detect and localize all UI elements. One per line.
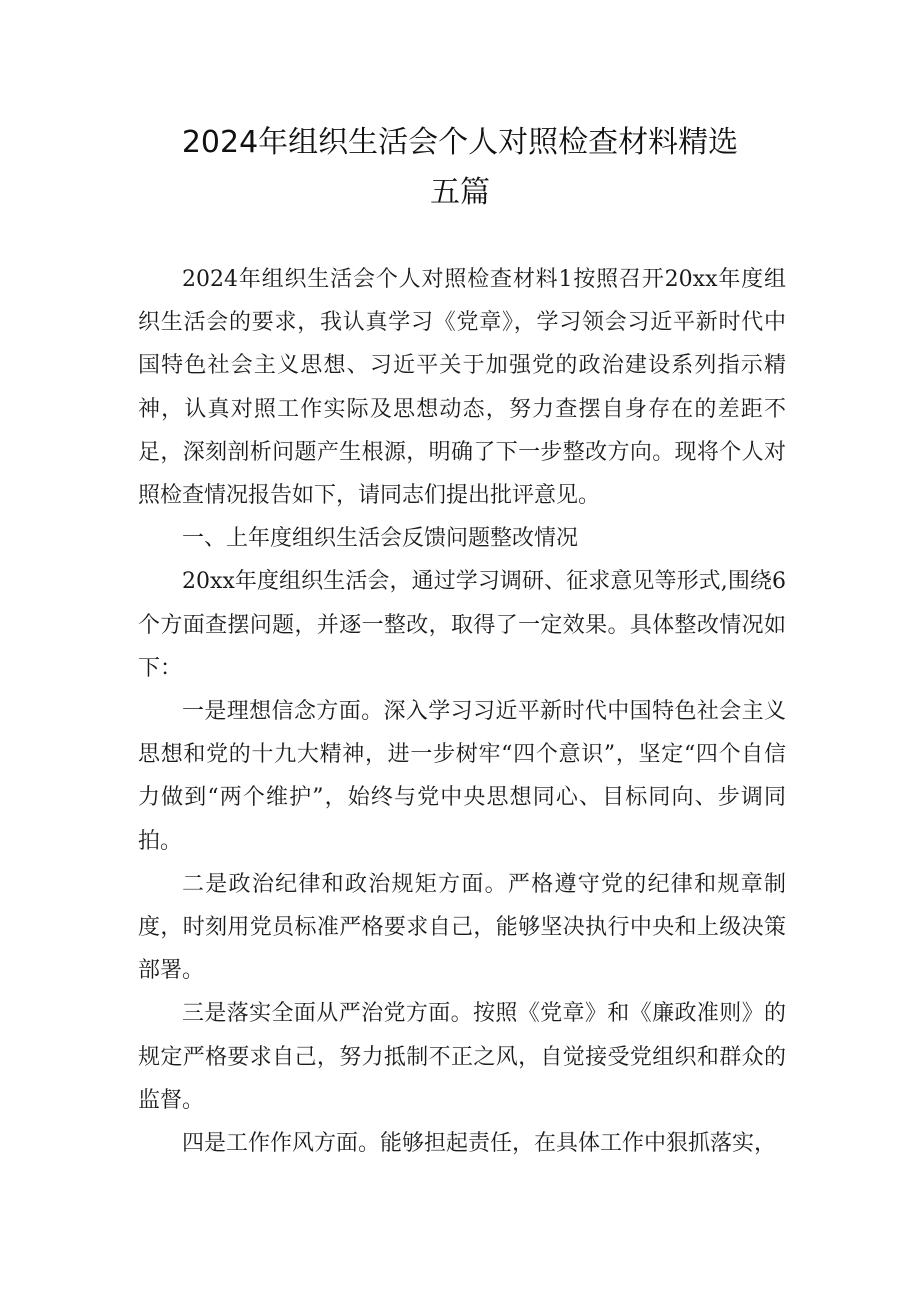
paragraph-summary: 20xx年度组织生活会，通过学习调研、征求意见等形式,围绕6个方面查摆问题，并逐一整改，取得了一定效果。具体整改情况如下： (138, 569, 786, 681)
document-title (120, 118, 800, 218)
paragraph-point-3: 三是落实全面从严治党方面。按照《党章》和《廉政准则》的规定严格要求自己，努力抵制不正之风，自觉接受党组织和群众的监督。 (138, 1001, 786, 1113)
paragraph-point-1: 一是理想信念方面。深入学习习近平新时代中国特色社会主义思想和党的十九大精神，进一步树牢“四个意识”，坚定“四个自信力做到“两个维护”，始终与党中央思想同心、目标同向、步调同拍。 (138, 699, 786, 854)
title-line-2: 五篇 (430, 175, 490, 210)
paragraph-point-2: 二是政治纪律和政治规矩方面。严格遵守党的纪律和规章制度，时刻用党员标准严格要求自己，能够坚决执行中央和上级决策部署。 (138, 871, 786, 984)
paragraph-intro: 2024年组织生活会个人对照检查材料1按照召开20xx年度组织生活会的要求，我认真学习《党章》，学习领会习近平新时代中国特色社会主义思想、习近平关于加强党的政治建设系列指示精神，认真对照工作实际及思想动态，努力查摆自身存在的差距不足，深刻剖析问题产生根源，明确了下一步整改方向。现将个人对照检查情况报告如下，请同志们提出批评意见。 (138, 267, 786, 509)
document-body (138, 258, 786, 1165)
section-heading: 一、上年度组织生活会反馈问题整改情况 (182, 526, 579, 552)
paragraph-point-4: 四是工作作风方面。能够担起责任，在具体工作中狠抓落实， (182, 1131, 777, 1157)
title-line-1: 2024年组织生活会个人对照检查材料精选 (181, 125, 739, 160)
